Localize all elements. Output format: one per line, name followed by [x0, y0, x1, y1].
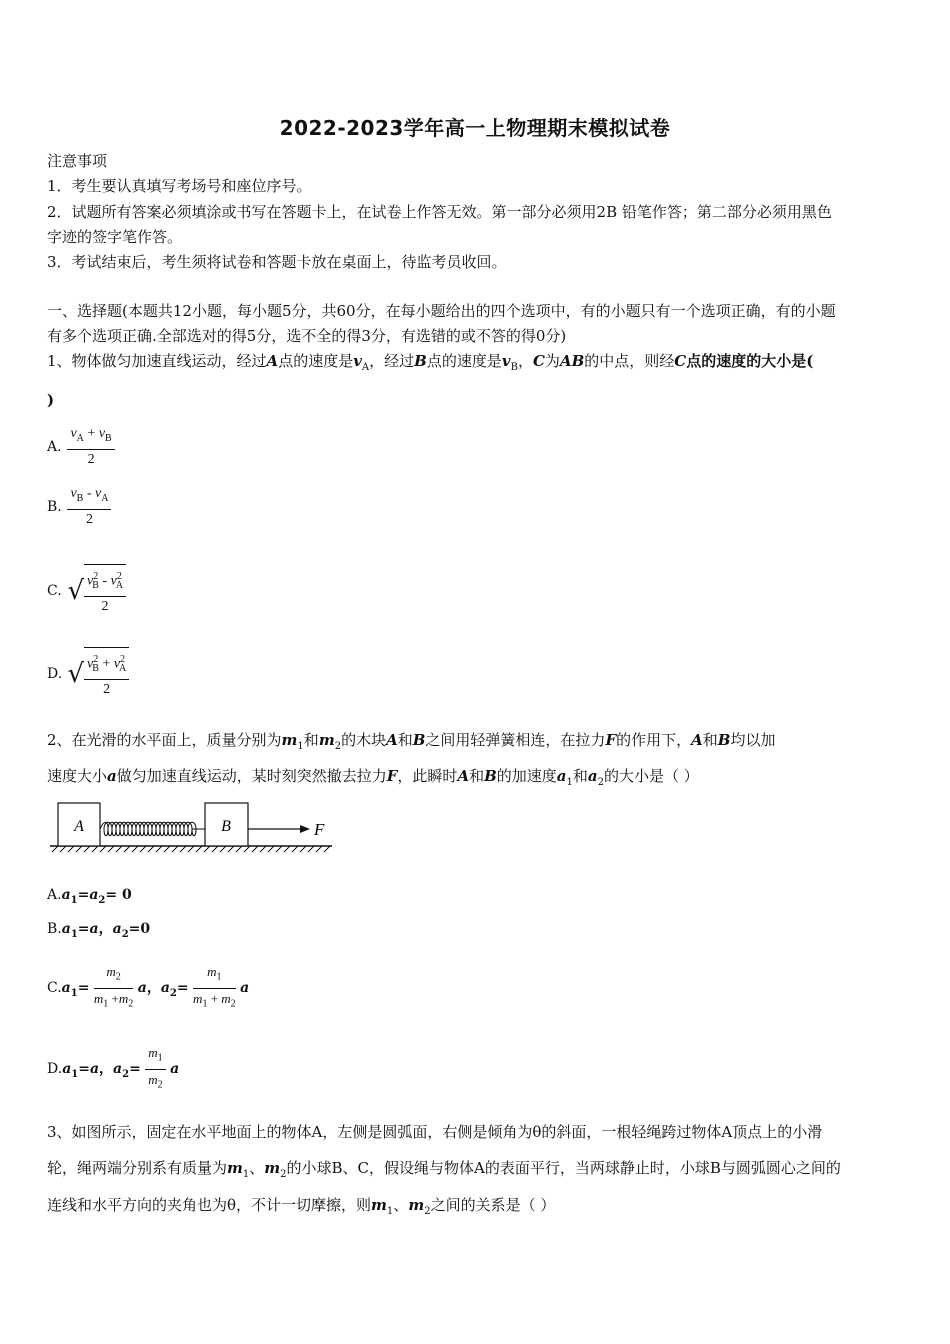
spring-blocks-figure [46, 798, 336, 860]
q1-stem-close: ) [47, 391, 55, 409]
q1-option-d: D. √ $\frac{v^2_B + v^2_A}{2}$ [47, 647, 129, 700]
section-intro-line-1: 一、选择题(本题共12小题，每小题5分，共60分，在每小题给出的四个选项中，有的小题只有一个选项正确，有的小题 [47, 302, 836, 320]
q2-stem-line-1: 2、在光滑的水平面上，质量分别为$m_1$和$m_2$的木块A和B之间用轻弹簧相连，在拉力F的作用下，A和B均以加 [47, 731, 776, 752]
block-a-label: A [74, 818, 84, 835]
q1-option-b: B. $\frac{v_B - v_A}{2}$ [47, 484, 111, 530]
q1-stem: 1、物体做匀加速直线运动，经过A点的速度是$v_A$，经过B点的速度是$v_B$，C为AB的中点，则经C点的速度的大小是( [47, 352, 814, 373]
q2-stem-line-2: 速度大小a做匀加速直线运动，某时刻突然撤去拉力F，此瞬时A和B的加速度$a_1$和$a_2$的大小是（ ） [47, 767, 699, 788]
notice-item-2-cont: 字迹的签字笔作答。 [47, 228, 183, 246]
q3-stem-line-2: 轮，绳两端分别系有质量为$m_1$、$m_2$的小球B、C，假设绳与物体A的表面平行，当两球静止时，小球B与圆弧圆心之间的 [47, 1159, 841, 1180]
q1-option-a: A. $\frac{v_A + v_B}{2}$ [47, 424, 115, 470]
notice-heading: 注意事项 [47, 152, 108, 170]
q2-option-c: $C.a_1=$ $\frac{m_2}{m_1 +m_2}$ a，$a_2=$ $\frac{m_1}{m_1 + m_2}$ a [47, 964, 250, 1010]
q2-option-b: $B.a_1=a$，$a_2=0$ [47, 921, 151, 940]
force-label: F [314, 820, 325, 839]
block-b-label: B [221, 818, 231, 835]
q3-stem-line-3: 连线和水平方向的夹角也为θ，不计一切摩擦，则$m_1$、$m_2$之间的关系是（ ） [47, 1196, 556, 1217]
notice-item-1: 1．考生要认真填写考场号和座位序号。 [47, 177, 312, 195]
q1-option-c: C. √ $\frac{v^2_B - v^2_A}{2}$ [47, 564, 126, 617]
force-arrow-head [300, 825, 310, 833]
notice-item-3: 3．考试结束后，考生须将试卷和答题卡放在桌面上，待监考员收回。 [47, 253, 507, 271]
ground-hatch [52, 846, 330, 852]
q3-stem-line-1: 3、如图所示，固定在水平地面上的物体A，左侧是圆弧面，右侧是倾角为θ的斜面，一根轻绳跨过物体A顶点上的小滑 [47, 1123, 823, 1141]
page-title: 2022-2023学年高一上物理期末模拟试卷 [279, 116, 671, 140]
q2-option-a: $A.a_1=a_2= 0$ [47, 887, 132, 906]
section-intro-line-2: 有多个选项正确.全部选对的得5分，选不全的得3分，有选错的或不答的得0分) [47, 327, 567, 345]
spring [100, 822, 205, 836]
notice-item-2: 2．试题所有答案必须填涂或书写在答题卡上，在试卷上作答无效。第一部分必须用2B 铅笔作答；第二部分必须用黑色 [47, 203, 832, 221]
q2-option-d: $D.a_1=a$，$a_2=$ $\frac{m_1}{m_2}$ a [47, 1045, 180, 1091]
